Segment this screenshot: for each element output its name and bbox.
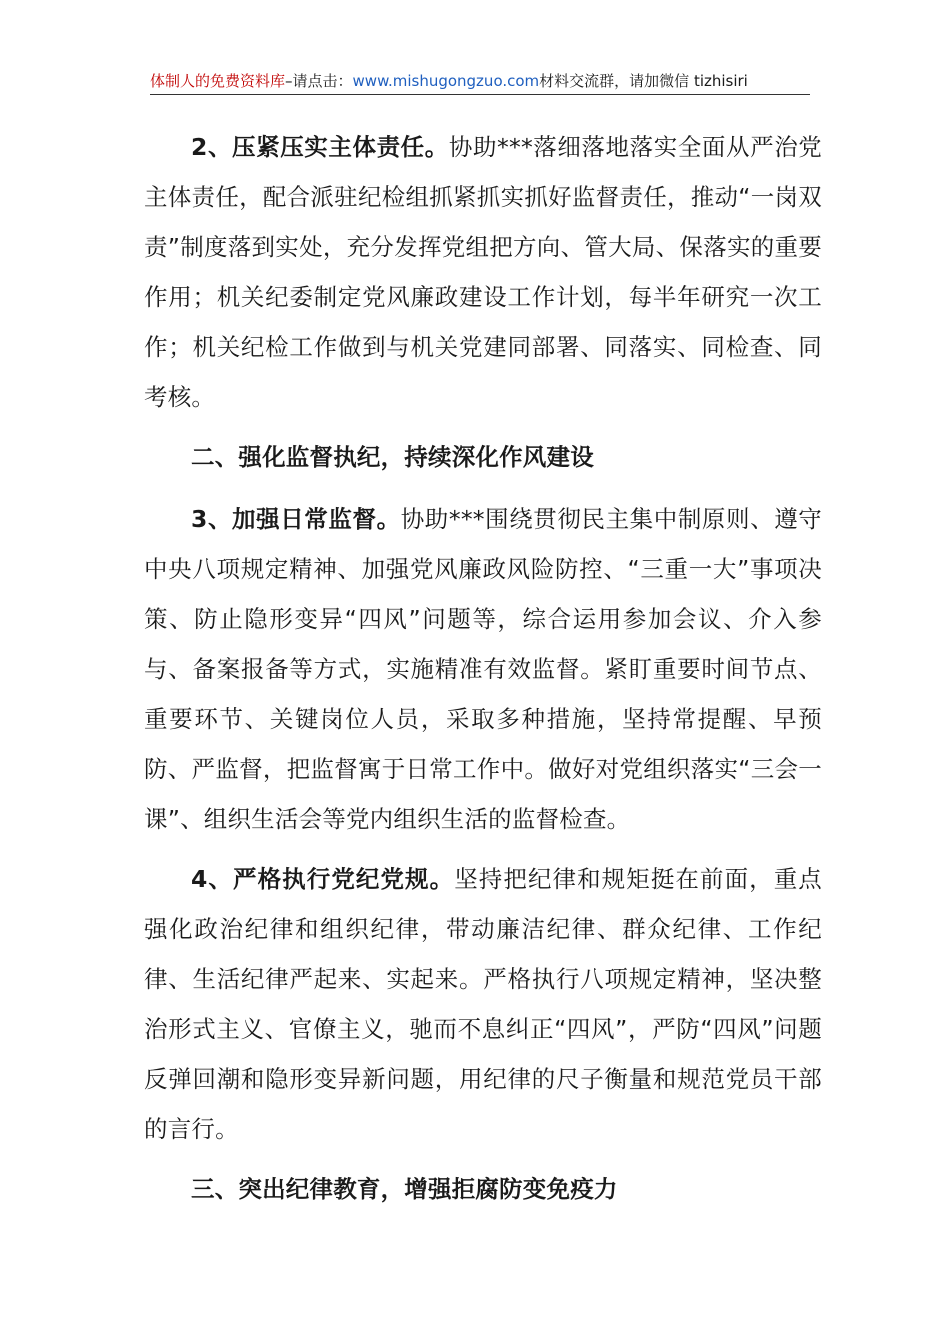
paragraph-4-lead: 4、严格执行党纪党规。 <box>191 865 455 893</box>
paragraph-3-lead: 3、加强日常监督。 <box>191 505 401 533</box>
paragraph-4-body: 坚持把纪律和规矩挺在前面，重点强化政治纪律和组织纪律，带动廉洁纪律、群众纪律、工作纪律、生活纪律严起来、实起来。严格执行八项规定精神，坚决整治形式主义、官僚主义，驰而不息纠正“四风”，严防“四风”问题反弹回潮和隐形变异新问题，用纪律的尺子衡量和规范党员干部的言行。 <box>144 865 823 1143</box>
page-header <box>150 70 810 95</box>
paragraph-4 <box>144 854 822 1154</box>
header-url-link[interactable]: www.mishugongzuo.com <box>352 72 540 90</box>
header-prompt: –请点击： <box>285 72 353 90</box>
paragraph-3 <box>144 494 822 844</box>
header-brand: 体制人的免费资料库 <box>150 72 286 90</box>
paragraph-2-body: 协助***落细落地落实全面从严治党主体责任，配合派驻纪检组抓紧抓实抓好监督责任，推动“一岗双责”制度落到实处，充分发挥党组把方向、管大局、保落实的重要作用；机关纪委制定党风廉政建设工作计划，每半年研究一次工作；机关纪检工作做到与机关党建同部署、同落实、同检查、同考核。 <box>144 133 822 411</box>
section-heading-3: 三、突出纪律教育，增强拒腐防变免疫力 <box>191 1175 618 1203</box>
section-heading-2: 二、强化监督执纪，持续深化作风建设 <box>191 443 594 471</box>
paragraph-3-body: 协助***围绕贯彻民主集中制原则、遵守中央八项规定精神、加强党风廉政风险防控、“三重一大”事项决策、防止隐形变异“四风”问题等，综合运用参加会议、介入参与、备案报备等方式，实施精准有效监督。紧盯重要时间节点、重要环节、关键岗位人员，采取多种措施，坚持常提醒、早预防、严监督，把监督寓于日常工作中。做好对党组织落实“三会一课”、组织生活会等党内组织生活的监督检查。 <box>144 505 822 833</box>
document-body <box>144 122 822 1226</box>
header-contact: 材料交流群，请加微信 tizhisiri <box>539 72 748 90</box>
paragraph-2-lead: 2、压紧压实主体责任。 <box>191 133 449 161</box>
paragraph-2 <box>144 122 822 422</box>
